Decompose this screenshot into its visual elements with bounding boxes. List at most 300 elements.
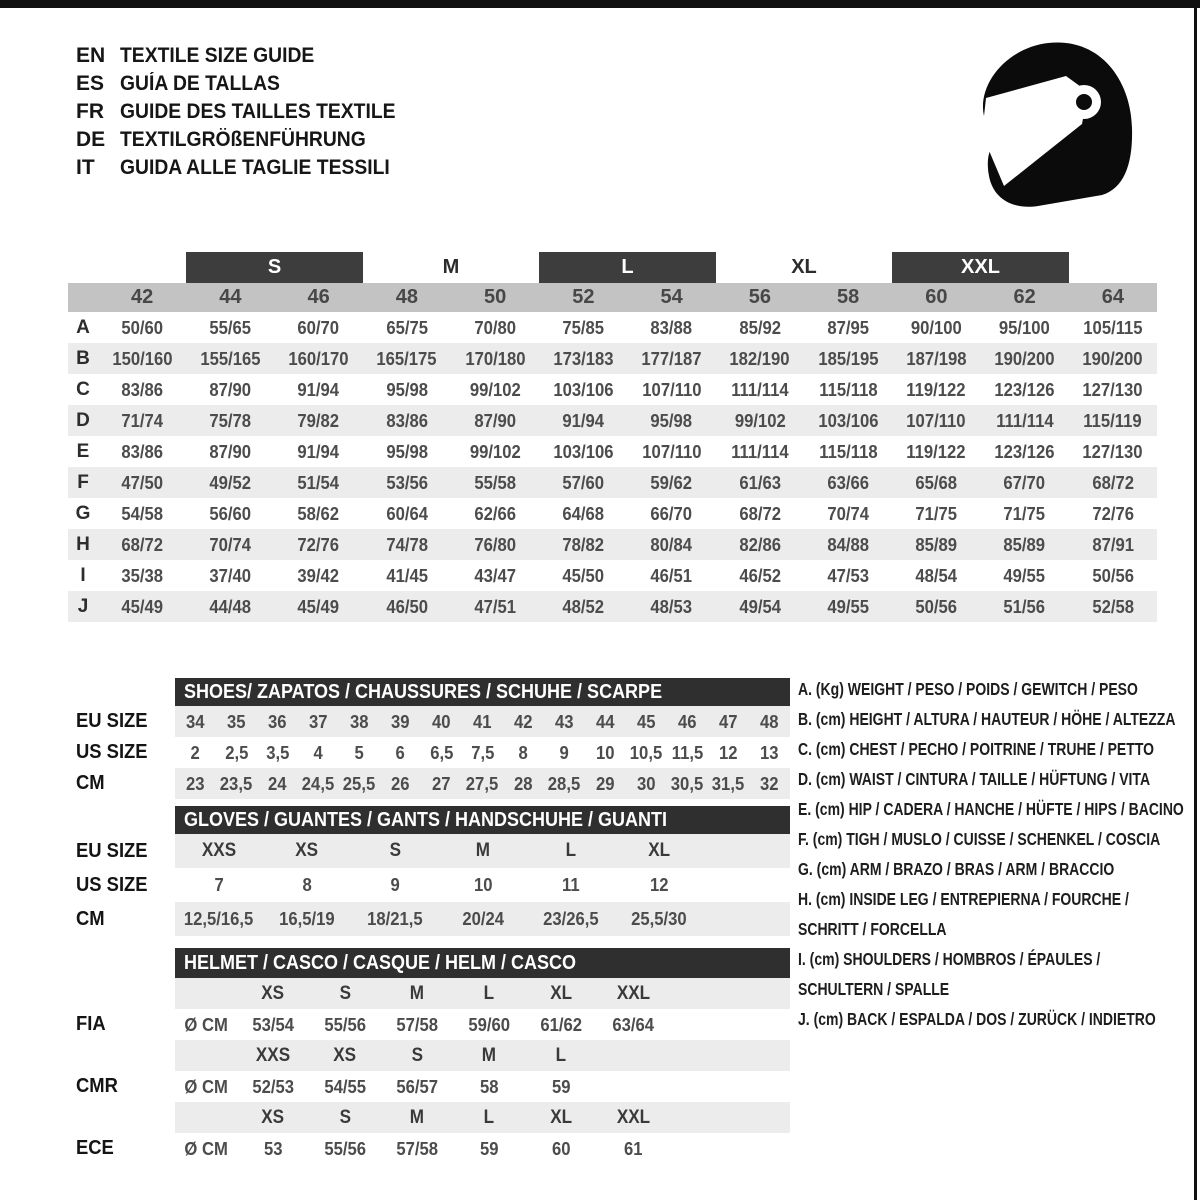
measurement-cell xyxy=(186,405,274,436)
measurement-cell xyxy=(892,312,980,343)
value-text: 59/62 xyxy=(650,471,693,493)
row-letter: C xyxy=(76,378,90,400)
empty-cell xyxy=(175,1102,237,1133)
helmet-size-cell xyxy=(309,1102,381,1133)
shoes-row xyxy=(175,768,790,799)
helmet-value-cell xyxy=(597,1133,669,1164)
label-text: CM xyxy=(76,772,105,794)
title-line xyxy=(76,154,419,182)
helmet-size-cell xyxy=(381,978,453,1009)
value-text: M xyxy=(481,1044,497,1066)
value-text: 25,5 xyxy=(343,772,376,794)
measurement-cell xyxy=(363,405,451,436)
value-text: 12 xyxy=(719,741,738,763)
legend-line: C. (cm) CHEST / PECHO / POITRINE / TRUHE / PETTO xyxy=(798,739,1155,759)
shoes-cell xyxy=(544,768,585,799)
shoes-cell xyxy=(339,768,380,799)
value-text: 45/49 xyxy=(297,595,340,617)
helmet-value-cell xyxy=(381,1071,453,1102)
helmet-size-cell xyxy=(525,1040,597,1071)
value-text: 52/53 xyxy=(252,1075,294,1097)
value-text: 105/115 xyxy=(1083,316,1143,338)
helmet-fia-label xyxy=(76,1009,108,1040)
value-text: XL xyxy=(550,982,572,1004)
gloves-cell xyxy=(527,868,615,902)
value-text: 2 xyxy=(190,741,201,763)
value-text: 45/50 xyxy=(562,564,605,586)
value-text: 60/70 xyxy=(297,316,340,338)
shoes-cell xyxy=(216,737,257,768)
size-number: 48 xyxy=(395,286,418,308)
value-text: 99/102 xyxy=(734,409,786,431)
value-text: 53/54 xyxy=(252,1013,294,1035)
measurement-cell xyxy=(628,436,716,467)
value-text: 61/63 xyxy=(739,471,781,493)
value-text: 39/42 xyxy=(297,564,340,586)
measurement-cell xyxy=(98,312,186,343)
measurement-cell xyxy=(98,498,186,529)
value-text: 50/56 xyxy=(1092,564,1134,586)
measurement-cell xyxy=(981,405,1069,436)
measurement-cell xyxy=(539,467,627,498)
gloves-us-size-label xyxy=(76,868,154,902)
size-number: 50 xyxy=(484,286,507,308)
diameter-unit-text: Ø CM xyxy=(184,1013,228,1035)
value-text: 40 xyxy=(432,710,451,732)
helmet-value-cell xyxy=(525,1133,597,1164)
helmet-size-cell xyxy=(237,1102,309,1133)
shoes-cell xyxy=(749,768,790,799)
value-text: 37/40 xyxy=(209,564,252,586)
measurement-cell xyxy=(1069,560,1157,591)
size-number: 64 xyxy=(1101,286,1124,308)
diameter-unit-cell xyxy=(175,1009,237,1040)
value-text: 26 xyxy=(391,772,410,794)
value-text: 70/74 xyxy=(827,502,869,524)
shoes-row xyxy=(175,737,790,768)
gloves-cell xyxy=(263,868,351,902)
value-text: S xyxy=(411,1044,423,1066)
gloves-cell xyxy=(175,902,263,936)
shoes-cell xyxy=(585,768,626,799)
measurement-cell xyxy=(539,529,627,560)
helmet-value-cell xyxy=(309,1071,381,1102)
measurement-cell xyxy=(892,374,980,405)
gloves-cell xyxy=(175,834,263,868)
measurement-cell xyxy=(804,343,892,374)
measurement-cell xyxy=(186,374,274,405)
value-text: 99/102 xyxy=(469,378,521,400)
title-line xyxy=(76,70,419,98)
measurement-cell xyxy=(804,498,892,529)
measurement-cell xyxy=(804,560,892,591)
value-text: 107/110 xyxy=(641,440,702,462)
value-text: XXS xyxy=(255,1044,291,1066)
helmet-cmr-label xyxy=(76,1071,122,1102)
shoes-cell xyxy=(626,706,667,737)
value-text: 65/68 xyxy=(915,471,958,493)
value-text: 28 xyxy=(514,772,533,794)
helmet-sizes-row xyxy=(175,1102,790,1133)
shoes-eu-size-label xyxy=(76,706,154,737)
value-text: 55/56 xyxy=(324,1013,366,1035)
value-text: 56/57 xyxy=(396,1075,438,1097)
measurement-cell xyxy=(451,529,539,560)
guide-title-text: TEXTILGRÖßENFÜHRUNG xyxy=(120,128,366,151)
value-text: 36 xyxy=(268,710,287,732)
value-text: 63/66 xyxy=(827,471,869,493)
size-number: 44 xyxy=(219,286,242,308)
measurement-cell xyxy=(716,343,804,374)
value-text: 24,5 xyxy=(302,772,335,794)
value-text: 41/45 xyxy=(386,564,428,586)
value-text: 49/54 xyxy=(739,595,781,617)
measurement-cell xyxy=(275,374,363,405)
value-text: 47/53 xyxy=(827,564,869,586)
helmet-values-row xyxy=(175,1133,790,1164)
shoes-cell xyxy=(708,706,749,737)
measurement-cell xyxy=(716,529,804,560)
value-text: 78/82 xyxy=(562,533,605,555)
measurement-cell xyxy=(275,591,363,622)
diameter-unit-cell xyxy=(175,1133,237,1164)
measurement-cell xyxy=(716,436,804,467)
measurement-cell xyxy=(186,591,274,622)
value-text: 46/51 xyxy=(650,564,693,586)
gloves-cell xyxy=(263,834,351,868)
shoes-cell xyxy=(175,737,216,768)
measurement-row xyxy=(68,343,1157,374)
measurement-cell xyxy=(98,374,186,405)
value-text: 65/75 xyxy=(386,316,428,338)
value-text: 12,5/16,5 xyxy=(184,908,254,929)
measurement-cell xyxy=(804,312,892,343)
empty-cell xyxy=(175,1040,237,1071)
shoes-cell xyxy=(667,737,708,768)
shoes-cell xyxy=(585,706,626,737)
measurement-cell xyxy=(981,467,1069,498)
row-letter: H xyxy=(76,533,90,555)
value-text: 61 xyxy=(623,1137,643,1159)
value-text: 95/98 xyxy=(386,378,428,400)
measurement-cell xyxy=(186,312,274,343)
value-text: 49/55 xyxy=(827,595,869,617)
shoes-cell xyxy=(544,706,585,737)
value-text: 50/60 xyxy=(121,316,163,338)
gloves-cell xyxy=(175,868,263,902)
gloves-eu-size-label xyxy=(76,834,154,868)
value-text: 107/110 xyxy=(641,378,702,400)
value-text: 91/94 xyxy=(297,378,340,400)
helmet-size-cell xyxy=(381,1102,453,1133)
measurement-cell xyxy=(539,405,627,436)
measurement-cell xyxy=(451,374,539,405)
value-text: 62/66 xyxy=(474,502,516,524)
shoes-cell xyxy=(380,768,421,799)
value-text: 64/68 xyxy=(562,502,605,524)
measurement-cell xyxy=(98,436,186,467)
value-text: 79/82 xyxy=(297,409,340,431)
size-number: 56 xyxy=(748,286,771,308)
measurement-cell xyxy=(451,405,539,436)
value-text: 37 xyxy=(309,710,328,732)
value-text: 170/180 xyxy=(465,347,526,369)
gloves-cell xyxy=(615,834,703,868)
measurement-cell xyxy=(98,343,186,374)
measurement-cell xyxy=(98,591,186,622)
value-text: 43 xyxy=(555,710,574,732)
value-text: 46/50 xyxy=(386,595,428,617)
value-text: 16,5/19 xyxy=(279,908,335,929)
empty-cell xyxy=(175,978,237,1009)
size-group-header-row xyxy=(68,252,1157,283)
legend-line: D. (cm) WAIST / CINTURA / TAILLE / HÜFTUNG / VITA xyxy=(798,769,1151,789)
value-text: 55/58 xyxy=(474,471,516,493)
gloves-row xyxy=(175,834,790,868)
legend-line: E. (cm) HIP / CADERA / HANCHE / HÜFTE / HIPS / BACINO xyxy=(798,799,1184,819)
value-text: 42 xyxy=(514,710,533,732)
helmet-header-text: HELMET / CASCO / CASQUE / HELM / CASCO xyxy=(184,951,577,974)
size-number: 54 xyxy=(660,286,683,308)
value-text: 83/86 xyxy=(121,440,163,462)
helmet-table xyxy=(175,978,790,1164)
measurement-cell xyxy=(892,436,980,467)
value-text: 44 xyxy=(596,710,615,732)
measurement-cell xyxy=(275,529,363,560)
value-text: 75/85 xyxy=(562,316,605,338)
value-text: 6,5 xyxy=(429,741,454,763)
value-text: M xyxy=(475,840,491,861)
value-text: 5 xyxy=(354,741,365,763)
value-text: 45 xyxy=(637,710,656,732)
measurement-table xyxy=(68,312,1157,622)
value-text: 177/187 xyxy=(641,347,702,369)
helmet-value-cell xyxy=(309,1009,381,1040)
value-text: 72/76 xyxy=(297,533,340,555)
value-text: 83/88 xyxy=(650,316,693,338)
value-text: 95/98 xyxy=(386,440,428,462)
value-text: 111/114 xyxy=(731,440,789,462)
value-text: 51/54 xyxy=(297,471,340,493)
value-text: L xyxy=(483,982,495,1004)
diameter-unit-cell xyxy=(175,1071,237,1102)
value-text: XL xyxy=(550,1106,572,1128)
value-text: 85/89 xyxy=(915,533,958,555)
label-text: CM xyxy=(76,907,105,930)
guide-title-text: GUÍA DE TALLAS xyxy=(120,72,280,95)
value-text: S xyxy=(389,840,401,861)
helmet-value-cell xyxy=(237,1009,309,1040)
helmet-size-cell xyxy=(597,1102,669,1133)
measurement-cell xyxy=(981,374,1069,405)
value-text: 55/56 xyxy=(324,1137,366,1159)
measurement-cell xyxy=(716,312,804,343)
value-text: 47/51 xyxy=(474,595,516,617)
measurement-cell xyxy=(1069,529,1157,560)
title-block xyxy=(76,42,419,182)
measurement-cell xyxy=(628,467,716,498)
measurement-cell xyxy=(1069,374,1157,405)
measurement-cell xyxy=(363,374,451,405)
value-text: 185/195 xyxy=(818,347,879,369)
gloves-row xyxy=(175,868,790,902)
value-text: XL xyxy=(648,840,670,861)
row-letter: J xyxy=(77,595,89,617)
value-text: 49/55 xyxy=(1003,564,1046,586)
helmet-value-cell xyxy=(453,1133,525,1164)
shoes-cell xyxy=(175,706,216,737)
shoes-cell xyxy=(626,737,667,768)
value-text: 173/183 xyxy=(553,347,614,369)
measurement-cell xyxy=(539,591,627,622)
shoes-cell xyxy=(380,737,421,768)
size-number: 46 xyxy=(307,286,330,308)
measurement-cell xyxy=(804,591,892,622)
shoes-header-text: SHOES/ ZAPATOS / CHAUSSURES / SCHUHE / SCARPE xyxy=(184,680,663,703)
value-text: 57/58 xyxy=(396,1013,438,1035)
legend-line: B. (cm) HEIGHT / ALTURA / HAUTEUR / HÖHE / ALTEZZA xyxy=(798,709,1176,729)
value-text: 87/91 xyxy=(1092,533,1134,555)
value-text: 45/49 xyxy=(121,595,163,617)
value-text: 20/24 xyxy=(462,908,504,929)
value-text: 46 xyxy=(678,710,697,732)
value-text: 11,5 xyxy=(671,741,704,763)
value-text: 119/122 xyxy=(906,378,967,400)
helmet-values-row xyxy=(175,1071,790,1102)
measurement-cell xyxy=(98,560,186,591)
value-text: 99/102 xyxy=(469,440,521,462)
shoes-cell xyxy=(544,737,585,768)
value-text: XS xyxy=(295,840,319,861)
measurement-cell xyxy=(363,591,451,622)
helmet-sizes-row xyxy=(175,978,790,1009)
measurement-cell xyxy=(716,498,804,529)
value-text: 23/26,5 xyxy=(543,908,599,929)
shoes-cell xyxy=(503,706,544,737)
shoes-cell xyxy=(380,706,421,737)
size-number: 42 xyxy=(131,286,154,308)
value-text: 24 xyxy=(268,772,287,794)
helmet-ece-label xyxy=(76,1133,117,1164)
value-text: 103/106 xyxy=(818,409,879,431)
value-text: 66/70 xyxy=(650,502,693,524)
value-text: L xyxy=(555,1044,567,1066)
value-text: XS xyxy=(261,982,285,1004)
title-line xyxy=(76,42,419,70)
value-text: L xyxy=(565,840,577,861)
value-text: 87/90 xyxy=(474,409,516,431)
value-text: 44/48 xyxy=(209,595,252,617)
value-text: 49/52 xyxy=(209,471,252,493)
value-text: 155/165 xyxy=(200,347,261,369)
measurement-cell xyxy=(275,405,363,436)
measurement-cell xyxy=(363,467,451,498)
gloves-section-header xyxy=(175,806,790,834)
measurement-cell xyxy=(628,343,716,374)
shoes-cm-label xyxy=(76,768,107,799)
value-text: L xyxy=(483,1106,495,1128)
measurement-cell xyxy=(539,343,627,374)
helmet-size-cell xyxy=(309,1040,381,1071)
helmet-size-cell xyxy=(381,1040,453,1071)
helmet-icon xyxy=(978,40,1136,208)
measurement-cell xyxy=(186,529,274,560)
measurement-cell xyxy=(628,529,716,560)
value-text: 12 xyxy=(649,874,669,895)
guide-title-text: TEXTILE SIZE GUIDE xyxy=(120,44,315,67)
legend-line: J. (cm) BACK / ESPALDA / DOS / ZURÜCK / INDIETRO xyxy=(798,1009,1156,1029)
legend-line: F. (cm) TIGH / MUSLO / CUISSE / SCHENKEL / COSCIA xyxy=(798,829,1161,849)
measurement-cell xyxy=(892,405,980,436)
diameter-unit-text: Ø CM xyxy=(184,1075,228,1097)
value-text: 10 xyxy=(596,741,615,763)
shoes-cell xyxy=(749,737,790,768)
value-text: 67/70 xyxy=(1003,471,1046,493)
shoes-cell xyxy=(298,706,339,737)
value-text: 87/90 xyxy=(209,378,252,400)
measurement-legend xyxy=(798,674,1184,1034)
size-group-xxl: XXL xyxy=(892,252,1069,283)
measurement-cell xyxy=(981,560,1069,591)
measurement-row xyxy=(68,560,1157,591)
value-text: XS xyxy=(333,1044,357,1066)
measurement-cell xyxy=(363,436,451,467)
value-text: 83/86 xyxy=(386,409,428,431)
value-text: 58/62 xyxy=(297,502,340,524)
value-text: 47/50 xyxy=(121,471,163,493)
measurement-cell xyxy=(363,343,451,374)
measurement-cell xyxy=(451,312,539,343)
value-text: 34 xyxy=(186,710,205,732)
measurement-cell xyxy=(1069,436,1157,467)
shoes-cell xyxy=(339,737,380,768)
value-text: 119/122 xyxy=(906,440,967,462)
measurement-cell xyxy=(628,312,716,343)
measurement-cell xyxy=(451,436,539,467)
measurement-cell xyxy=(1069,467,1157,498)
measurement-cell xyxy=(186,560,274,591)
value-text: 53/56 xyxy=(386,471,428,493)
gloves-cell xyxy=(351,902,439,936)
value-text: 107/110 xyxy=(906,409,967,431)
measurement-cell xyxy=(451,343,539,374)
shoes-cell xyxy=(257,768,298,799)
helmet-size-cell xyxy=(597,1040,669,1071)
size-group-l: L xyxy=(539,252,716,283)
value-text: 190/200 xyxy=(994,347,1055,369)
measurement-cell xyxy=(892,467,980,498)
shoes-cell xyxy=(421,737,462,768)
measurement-cell xyxy=(981,529,1069,560)
value-text: 71/75 xyxy=(915,502,958,524)
measurement-cell xyxy=(275,467,363,498)
shoes-cell xyxy=(298,737,339,768)
measurement-cell xyxy=(628,405,716,436)
measurement-cell xyxy=(628,591,716,622)
shoes-section-header xyxy=(175,678,790,706)
measurement-cell xyxy=(628,498,716,529)
gloves-cell xyxy=(615,902,703,936)
value-text: 53 xyxy=(263,1137,283,1159)
shoes-row xyxy=(175,706,790,737)
value-text: 165/175 xyxy=(376,347,437,369)
shoes-cell xyxy=(216,706,257,737)
value-text: 50/56 xyxy=(915,595,958,617)
row-letter: I xyxy=(80,564,86,586)
shoes-cell xyxy=(626,768,667,799)
value-text: 32 xyxy=(760,772,779,794)
measurement-cell xyxy=(716,405,804,436)
